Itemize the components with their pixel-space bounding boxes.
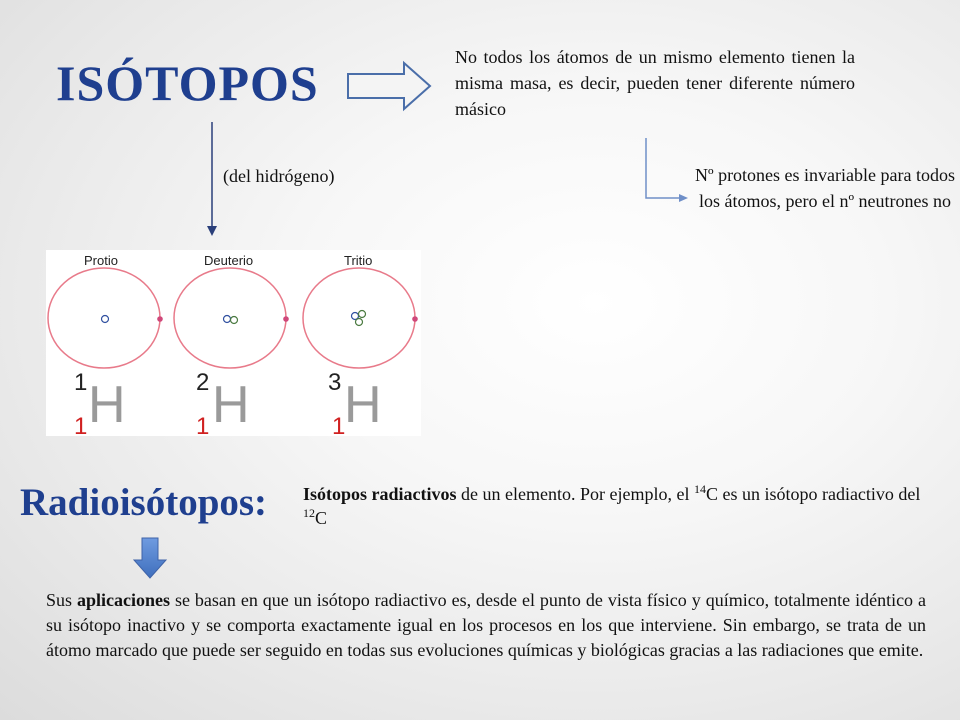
- applications-text: se basan en que un isótopo radiactivo es, desde el punto de vista físico y químico, totalmente idéntico a su isótopo inactivo y se comporta exactamente igual en los procesos en los que interviene. Sin embargo, se trata de un átomo marcado que puede ser seguido en todas sus evoluciones químicas y biológicas gracias a las radiaciones que emite.: [46, 590, 927, 660]
- elbow-connector-line: [646, 138, 680, 198]
- atomic-number-protio: 1: [74, 413, 88, 436]
- page-title: ISÓTOPOS: [56, 55, 319, 111]
- isotopes-svg: [46, 250, 421, 436]
- radioisotopes-text-3: C: [315, 508, 328, 528]
- symbol-tritio: H: [344, 376, 382, 434]
- isotope-name-tritio: Tritio: [344, 253, 373, 268]
- blue-down-arrow-icon: [134, 538, 166, 578]
- atomic-number-deuterio: 1: [196, 413, 210, 436]
- tritio-atom: [303, 253, 418, 436]
- isotope-definition: [455, 44, 855, 122]
- deuterio-atom: [174, 253, 289, 436]
- carbon-14-superscript: 14: [693, 482, 706, 496]
- electron-icon: [412, 316, 418, 322]
- electron-icon: [283, 316, 289, 322]
- orbit-protio: [48, 268, 160, 368]
- right-arrow-icon: [348, 63, 430, 109]
- elbow-connector-arrowhead-icon: [679, 194, 688, 202]
- electron-icon: [157, 316, 163, 322]
- applications-paragraph: [46, 588, 926, 663]
- neutron-icon: [359, 311, 366, 318]
- symbol-protio: H: [88, 376, 126, 434]
- mass-number-tritio: 3: [328, 369, 342, 396]
- isotope-name-deuterio: Deuterio: [204, 253, 254, 268]
- isotope-name-protio: Protio: [84, 253, 118, 268]
- proton-icon: [102, 316, 109, 323]
- radioisotopes-definition: [303, 482, 943, 530]
- mass-number-deuterio: 2: [196, 369, 210, 396]
- hydrogen-isotopes-diagram: [46, 250, 421, 436]
- neutron-icon: [231, 317, 238, 324]
- radioisotopes-text-2: C es un isótopo radiactivo del: [705, 484, 921, 504]
- symbol-deuterio: H: [212, 376, 250, 434]
- protons-note: Nº protones es invariable para todos los átomos, pero el nº neutrones no: [694, 165, 955, 211]
- applications-bold-term: aplicaciones: [76, 590, 170, 610]
- mass-number-protio: 1: [74, 369, 88, 396]
- radioisotopes-bold-term: Isótopos radiactivos: [303, 484, 457, 504]
- hydrogen-subtitle: (del hidrógeno): [223, 166, 335, 186]
- down-connector-arrowhead-icon: [207, 226, 217, 236]
- radioisotopes-text-1: de un elemento. Por ejemplo, el: [456, 484, 694, 504]
- protio-atom: [48, 253, 163, 436]
- neutron-icon: [356, 319, 363, 326]
- radioisotopes-title: Radioisótopos:: [20, 481, 268, 524]
- isotope-definition-text: No todos los átomos de un mismo elemento tienen la misma masa, es decir, pueden tener diferente número másico: [455, 47, 855, 119]
- carbon-12-superscript: 12: [303, 506, 315, 520]
- atomic-number-tritio: 1: [332, 413, 346, 436]
- proton-icon: [224, 316, 231, 323]
- applications-intro: Sus: [46, 590, 77, 610]
